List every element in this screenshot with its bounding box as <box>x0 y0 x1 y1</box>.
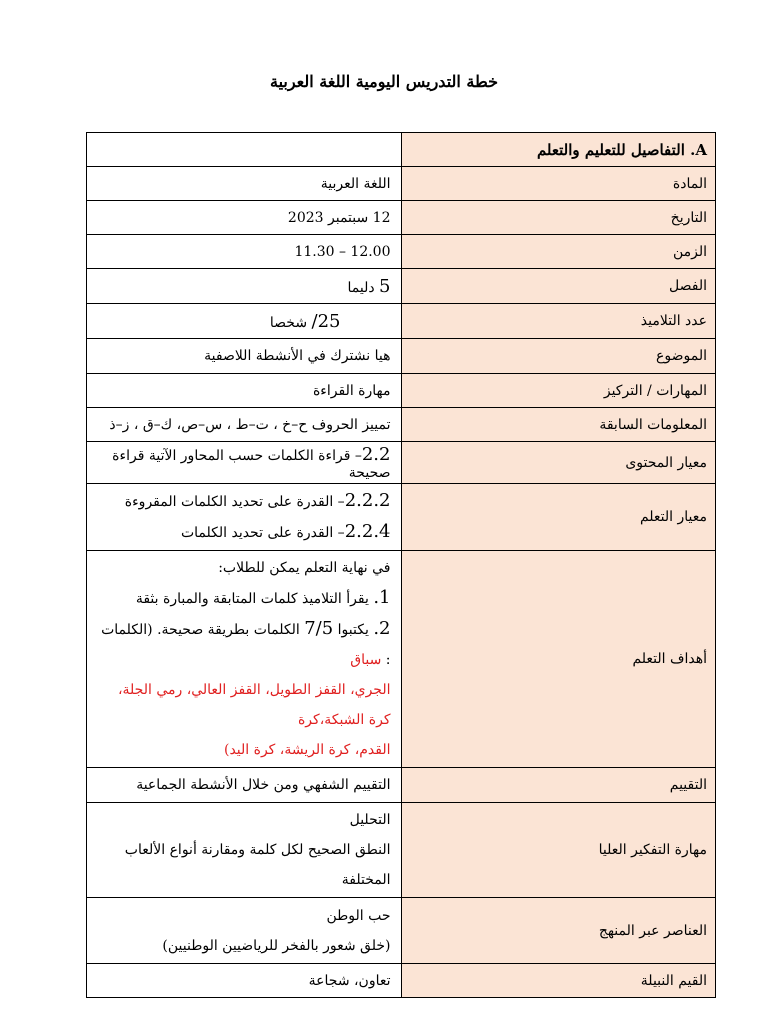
objectives-intro: في نهاية التعلم يمكن للطلاب: <box>218 560 391 576</box>
value-topic: هيا نشترك في الأنشطة اللاصفية <box>87 339 402 374</box>
row-class <box>87 269 716 304</box>
row-learning-standard <box>87 484 716 551</box>
value-learning-standard <box>87 484 402 551</box>
label-subject: المادة <box>401 167 716 201</box>
learning-standard-text-1: – القدرة على تحديد الكلمات المقروءة <box>124 494 345 510</box>
objective-red-2: الجري، القفز الطويل، القفز العالي، رمي الجلة، كرة الشبكة،كرة <box>118 682 391 728</box>
label-students: عدد التلاميذ <box>401 304 716 339</box>
label-values: القيم النبيلة <box>401 964 716 998</box>
value-skills: مهارة القراءة <box>87 374 402 408</box>
row-time <box>87 235 716 269</box>
lesson-plan-table <box>86 132 716 998</box>
label-prior: المعلومات السابقة <box>401 408 716 442</box>
value-content-standard <box>87 442 402 484</box>
document-title: خطة التدريس اليومية اللغة العربية <box>269 72 499 91</box>
class-number: 5 <box>379 275 391 297</box>
row-subject <box>87 167 716 201</box>
row-assessment <box>87 768 716 803</box>
header-empty-cell <box>87 133 402 167</box>
value-values: تعاون، شجاعة <box>87 964 402 998</box>
row-students <box>87 304 716 339</box>
objective-red-1: سباق <box>350 652 382 668</box>
objective-2-num: 2. <box>373 618 391 639</box>
label-class: الفصل <box>401 269 716 304</box>
label-topic: الموضوع <box>401 339 716 374</box>
value-subject: اللغة العربية <box>87 167 402 201</box>
value-time <box>87 235 402 269</box>
label-objectives: أهداف التعلم <box>401 551 716 768</box>
row-objectives <box>87 551 716 768</box>
value-date: 12 سبتمبر 2023 <box>87 201 402 235</box>
value-assessment: التقييم الشفهي ومن خلال الأنشطة الجماعية <box>87 768 402 803</box>
value-prior: تمييز الحروف ح–خ ، ت–ط ، س–ص، ك–ق ، ز–ذ <box>87 408 402 442</box>
learning-standard-text-2: – القدرة على تحديد الكلمات <box>180 525 345 541</box>
row-content-standard <box>87 442 716 484</box>
row-hots <box>87 803 716 898</box>
value-objectives <box>87 551 402 768</box>
students-unit: شخصا <box>269 314 308 331</box>
learning-standard-num-1: 2.2.2 <box>344 490 391 511</box>
hots-line-2: النطق الصحيح لكل كلمة ومقارنة أنواع الألعاب المختلفة <box>124 842 391 888</box>
label-content-standard: معيار المحتوى <box>401 442 716 484</box>
section-header-row <box>87 133 716 167</box>
section-header: A. التفاصيل للتعليم والتعلم <box>401 133 716 167</box>
row-prior <box>87 408 716 442</box>
learning-standard-num-2: 2.2.4 <box>344 521 391 542</box>
hots-line-1: التحليل <box>349 812 391 828</box>
label-cross-curricular: العناصر عبر المنهج <box>401 898 716 964</box>
row-topic <box>87 339 716 374</box>
label-assessment: التقييم <box>401 768 716 803</box>
content-standard-text: – قراءة الكلمات حسب المحاور الآتية قراءة صحيحة <box>112 448 391 481</box>
row-date <box>87 201 716 235</box>
objective-1-num: 1. <box>373 587 391 608</box>
value-class <box>87 269 402 304</box>
value-hots <box>87 803 402 898</box>
objective-2-post: الكلمات بطريقة صحيحة. (الكلمات : <box>101 622 391 668</box>
label-date: التاريخ <box>401 201 716 235</box>
label-hots: مهارة التفكير العليا <box>401 803 716 898</box>
row-values <box>87 964 716 998</box>
time-range: 11.30 – 12.00 <box>294 243 391 260</box>
label-skills: المهارات / التركيز <box>401 374 716 408</box>
class-name: دليما <box>347 279 375 296</box>
label-time: الزمن <box>401 235 716 269</box>
objective-2-pre: يكتبوا <box>337 622 369 638</box>
objective-2-fraction: 7/5 <box>304 618 334 639</box>
row-skills <box>87 374 716 408</box>
row-cross-curricular <box>87 898 716 964</box>
content-standard-num: 2.2 <box>361 444 391 465</box>
cross-line-1: حب الوطن <box>326 907 391 924</box>
cross-line-2: (خلق شعور بالفخر للرياضيين الوطنيين) <box>162 937 391 954</box>
objective-red-3: القدم، كرة الريشة، كرة اليد) <box>223 742 391 758</box>
value-cross-curricular <box>87 898 402 964</box>
objective-1-text: يقرأ التلاميذ كلمات المتابقة والمبارة بثقة <box>135 591 369 607</box>
label-learning-standard: معيار التعلم <box>401 484 716 551</box>
students-count: /25 <box>311 310 341 332</box>
value-students <box>87 304 402 339</box>
